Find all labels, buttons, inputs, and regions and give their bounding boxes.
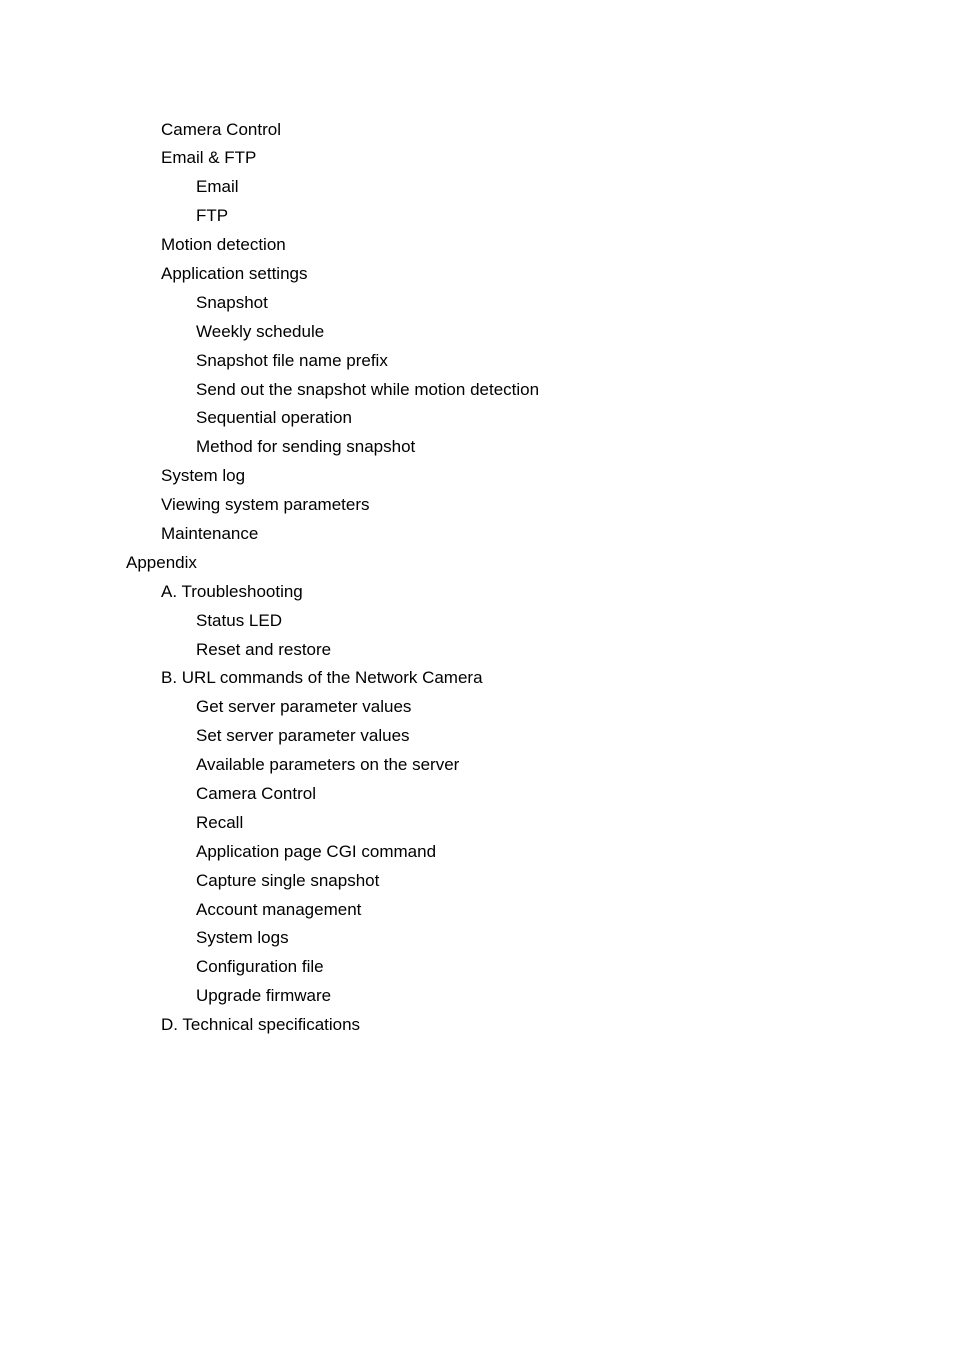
toc-entry: Snapshot file name prefix [196,350,388,370]
toc-entry: Set server parameter values [196,726,410,746]
toc-entry: D. Technical specifications [161,1015,361,1035]
toc-entry: Weekly schedule [196,321,325,341]
toc-entry: Email & FTP [161,148,257,168]
toc-entry: Account management [196,899,362,919]
toc-entry: Maintenance [161,523,259,543]
toc-entry: A. Troubleshooting [161,581,303,601]
toc-entry: Upgrade firmware [196,986,332,1006]
toc-entry: Reset and restore [196,639,332,659]
toc-entry: Snapshot [196,292,268,312]
toc-entry: Status LED [196,610,282,630]
table-of-contents [0,116,954,1041]
toc-entry: B. URL commands of the Network Camera [161,668,483,688]
toc-entry: Configuration file [196,957,324,977]
toc-entry: Email [196,177,239,197]
toc-entry: Recall [196,812,244,832]
toc-entry: Application settings [161,263,308,283]
toc-entry: Method for sending snapshot [196,437,416,457]
toc-entry: Available parameters on the server [196,755,460,775]
toc-entry: Application page CGI command [196,841,437,861]
toc-entry: Viewing system parameters [161,495,370,515]
toc-entry: System logs [196,928,289,948]
toc-entry: System log [161,466,246,486]
toc-entry: Camera Control [196,783,316,803]
toc-entry: Capture single snapshot [196,870,380,890]
toc-entry: Motion detection [161,235,286,255]
toc-entry: FTP [196,206,229,226]
toc-entry: Appendix [126,552,197,572]
toc-entry: Camera Control [161,119,281,139]
toc-entry: Sequential operation [196,408,352,428]
toc-entry: Get server parameter values [196,697,412,717]
toc-entry: Send out the snapshot while motion detection [196,379,540,399]
